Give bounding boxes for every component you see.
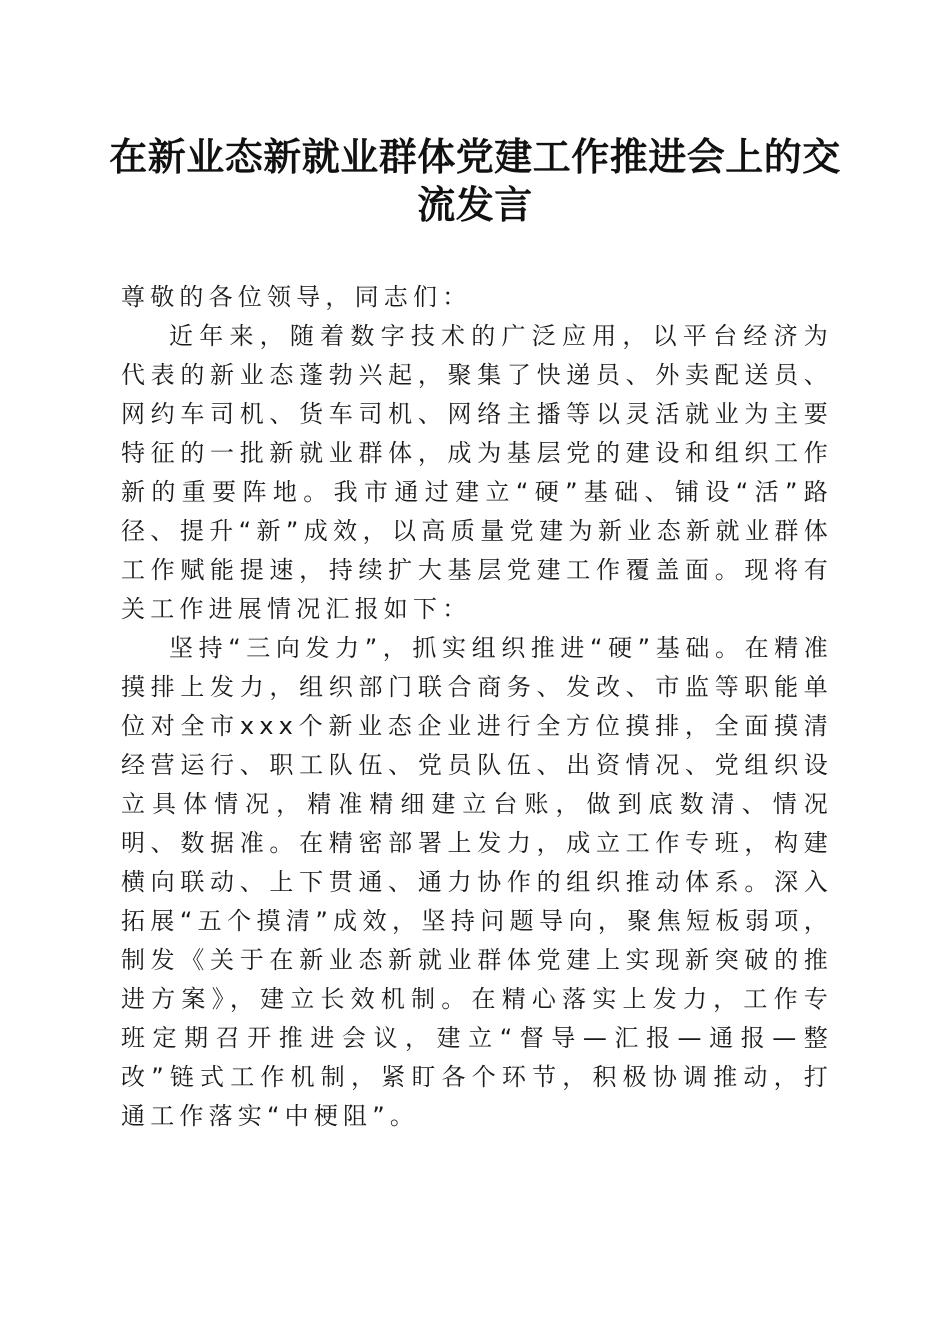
- paragraph-intro: 近年来，随着数字技术的广泛应用，以平台经济为代表的新业态蓬勃兴起，聚集了快递员、外卖配送员、网约车司机、货车司机、网络主播等以灵活就业为主要特征的一批新就业群体，成为基层党的建设和组织工作新的重要阵地。我市通过建立“硬”基础、铺设“活”路径、提升“新”成效，以高质量党建为新业态新就业群体工作赋能提速，持续扩大基层党建工作覆盖面。现将有关工作进展情况汇报如下：: [121, 322, 833, 623]
- document-body: [121, 278, 833, 1136]
- paragraph-organization: 坚持“三向发力”，抓实组织推进“硬”基础。在精准摸排上发力，组织部门联合商务、发改、市监等职能单位对全市xxx个新业态企业进行全方位摸排，全面摸清经营运行、职工队伍、党员队伍、出资情况、党组织设立具体情况，精准精细建立台账，做到底数清、情况明、数据准。在精密部署上发力，成立工作专班，构建横向联动、上下贯通、通力协作的组织推动体系。深入拓展“五个摸清”成效，坚持问题导向，聚焦短板弱项，制发《关于在新业态新就业群体党建上实现新突破的推进方案》，建立长效机制。在精心落实上发力，工作专班定期召开推进会议，建立“督导—汇报—通报—整改”链式工作机制，紧盯各个环节，积极协调推动，打通工作落实“中梗阻”。: [121, 634, 833, 1130]
- salutation: 尊敬的各位领导，同志们：: [121, 283, 472, 311]
- document-title: 在新业态新就业群体党建工作推进会上的交流发言: [109, 134, 841, 227]
